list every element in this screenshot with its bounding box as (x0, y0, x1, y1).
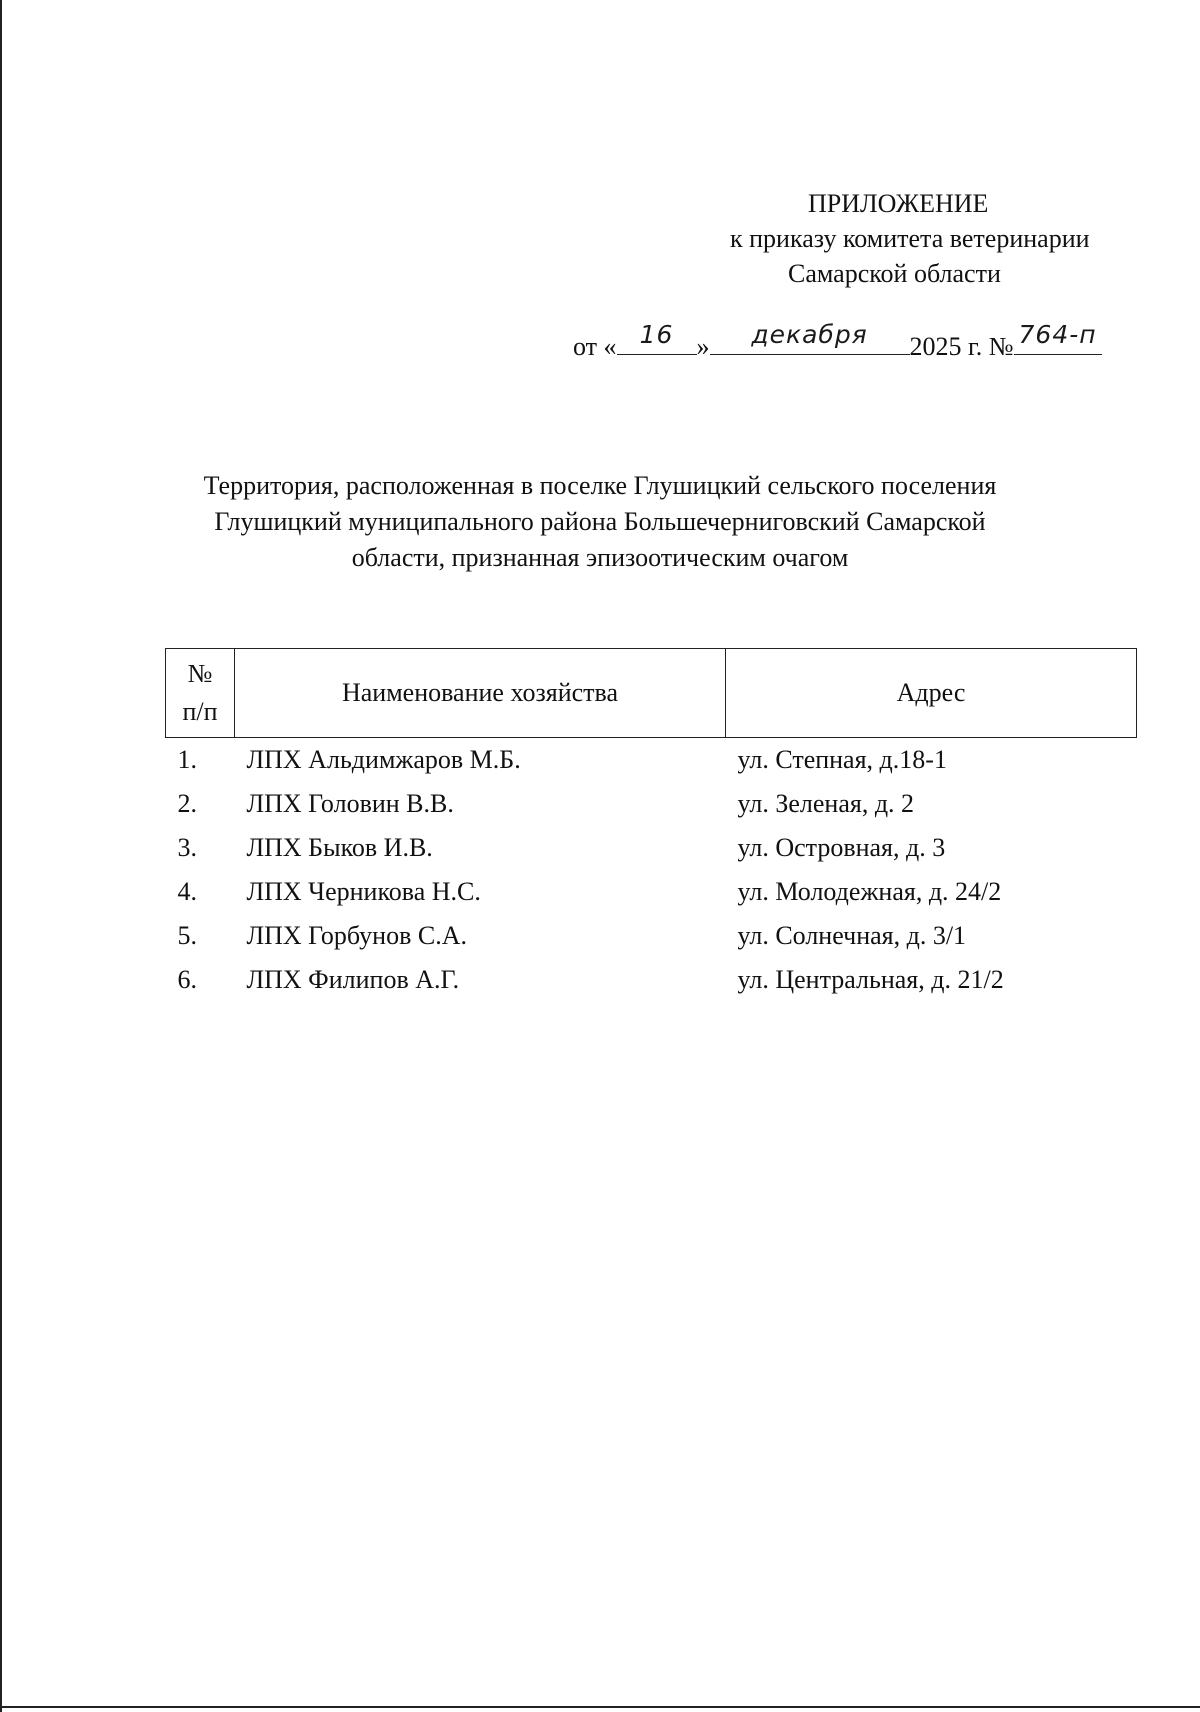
order-number-field (1014, 320, 1102, 355)
row-number: 1. (177, 745, 197, 774)
row-farm-name: ЛПХ Горбунов С.А. (246, 921, 467, 950)
row-address: ул. Центральная, д. 21/2 (737, 965, 1004, 994)
appendix-line-region: Самарской области (788, 259, 1001, 288)
header-address: Адрес (726, 649, 1137, 738)
header-number-sign: № (187, 659, 213, 688)
appendix-label: ПРИЛОЖЕНИЕ (808, 189, 989, 218)
order-prefix: от « (573, 332, 617, 361)
row-number: 2. (177, 789, 197, 818)
order-day-field (617, 320, 697, 355)
row-farm-name: ЛПХ Черникова Н.С. (246, 877, 481, 906)
appendix-block (700, 186, 1140, 291)
farms-table (165, 648, 1137, 1002)
row-number: 6. (177, 965, 197, 994)
row-address: ул. Степная, д.18-1 (737, 745, 947, 774)
scan-edge-bottom (0, 1706, 1200, 1708)
row-farm-name: ЛПХ Альдимжаров М.Б. (246, 745, 521, 774)
header-number (166, 649, 235, 738)
scan-edge-left (0, 0, 2, 1712)
order-date-number (573, 320, 1102, 364)
row-address: ул. Солнечная, д. 3/1 (737, 921, 967, 950)
row-number: 3. (177, 833, 197, 862)
order-quote-close: » (696, 332, 710, 361)
order-day: 16 (639, 320, 674, 349)
title-line-1: Территория, расположенная в поселке Глушицкий сельского поселения (203, 471, 997, 500)
table-row (166, 782, 1137, 826)
row-address: ул. Молодежная, д. 24/2 (737, 877, 1002, 906)
table-row (166, 914, 1137, 958)
table-header-row (166, 649, 1137, 738)
row-farm-name: ЛПХ Филипов А.Г. (246, 965, 460, 994)
table-row (166, 958, 1137, 1002)
table-row (166, 738, 1137, 783)
header-number-pp: п/п (182, 697, 218, 726)
order-year: 2025 г. № (909, 332, 1014, 361)
appendix-line-order: к приказу комитета ветеринарии (730, 224, 1090, 253)
table-row (166, 826, 1137, 870)
title-line-2: Глушицкий муниципального района Большечерниговский Самарской (214, 507, 986, 536)
order-month-field (710, 320, 910, 355)
row-farm-name: ЛПХ Быков И.В. (246, 833, 433, 862)
row-address: ул. Островная, д. 3 (737, 833, 946, 862)
table-row (166, 870, 1137, 914)
order-month: декабря (751, 320, 868, 349)
title-line-3: области, признанная эпизоотическим очагом (351, 543, 849, 572)
row-farm-name: ЛПХ Головин В.В. (246, 789, 454, 818)
document-title (150, 468, 1050, 576)
header-farm-name: Наименование хозяйства (235, 649, 726, 738)
row-number: 5. (177, 921, 197, 950)
row-address: ул. Зеленая, д. 2 (737, 789, 915, 818)
row-number: 4. (177, 877, 197, 906)
order-number: 764-п (1018, 320, 1097, 349)
